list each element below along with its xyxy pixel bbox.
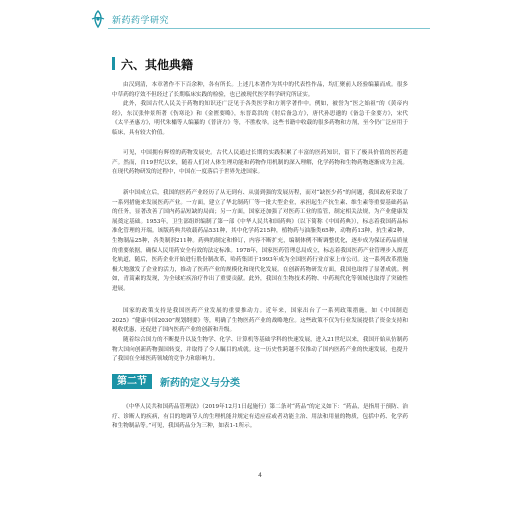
chapter-heading: [112, 373, 408, 389]
book-logo-icon: [88, 9, 108, 29]
paragraph-1: 由汉到清，本章著作不下百余种，各有所长。上述几本著作为其中的代表性作品，均汇聚前人经验编纂而成。很多中草药的疗效不但经过了长期临床实践的检验，也已被现代医学科学研究所证实。: [112, 82, 408, 98]
running-header: [0, 0, 520, 44]
header-rule: [108, 28, 430, 29]
book-title: 新药药学研究: [112, 16, 170, 26]
chapter-title: 新药的定义与分类: [160, 377, 240, 389]
chapter-label: 第二节: [112, 374, 152, 389]
section-marker: [112, 57, 115, 70]
paragraph-6: 随着综合国力的不断提升以及生物学、化学、计算机等基础学科的快速发展，进入21世纪以来，我国开始从仿制药物大国向创新药物强国转变，并取得了令人瞩目的成就。这一历史性跨越不仅推动了国内医药产业的快速发展，也提升了我国在全球医药领域的竞争力和影响力。: [112, 337, 408, 363]
page-number: 4: [258, 472, 262, 479]
section-title: 六、其他典籍: [121, 58, 194, 72]
section-heading: [112, 55, 412, 73]
paragraph-3: 可见，中国拥有辉煌的药物发展史。古代人民通过长期的实践积累了丰富的医药知识，留下了极具价值的医药遗产。然而，自19世纪以来，随着人们对人体生理功能和药物作用机制的深入理解，化学药物和生物药物逐渐成为主流。在现代药物研发的过程中，中国在一度落后于世界先进国家。: [112, 150, 408, 176]
paragraph-2: 此外，我国古代人民关于药物的知识还广泛见于各类医学和方剂学著作中。例如，被誉为“医之始祖”的《黄帝内经》，东汉张仲景所著《伤寒论》和《金匮要略》，东晋葛洪的《肘后备急方》，唐代孙思邈的《备急千金要方》，宋代《太平圣惠方》，明代朱橚等人编纂的《普济方》等，不胜枚举。这些书籍中收载的很多药物和方剂，至今仍广泛应用于临床，具有较大价值。: [112, 101, 408, 136]
paragraph-5: 国家的政策支持是我国医药产业发展的重要推动力。近年来，国家出台了一系列政策措施，如《中国制造2025》“健康中国2030”规划纲要》等，明确了生物医药产业的战略地位。这些政策不仅为行业发展提供了资金支持和税收优惠，还促进了国内医药产业的创新和升级。: [112, 308, 408, 334]
chapter-paragraph: 《中华人民共和国药品管理法》（2019年12月1日起施行）第二条对“药品”的定义如下：“药品，是指用于预防、治疗、诊断人的疾病，有目的地调节人的生理机能并规定有适应症或者功能主治、用法和用量的物质，包括中药、化学药和生物制品等。”可见，我国药品分为三种，如表1-1所示。: [112, 404, 408, 430]
paragraph-4: 新中国成立后，我国的医药产业经历了从无到有、从弱到强的发展历程，而对“缺医少药”的问题，我国政府采取了一系列措施来发展医药产业。一方面，建立了华北制药厂等一批大型企业，承担起生产抗生素、维生素等重要基础药品的任务，显著改善了国内药品短缺的局面；另一方面，国家还加强了对医药工业的监管，制定相关法规，为产业健康发展奠定基础。1953年，卫生部组织编制了第一部《中华人民共和国药典》（以下简称《中国药典》），标志着我国药品标准化管理的开端。该版药典共收载药品531种，其中化学药215种，植物药与油脂类65种，动物药13种，抗生素2种，生物制品25种，各类制剂211种。药典的制定和修订，内容不断扩充，编制体例不断调整优化，逐步成为保证药品质量的重要依据，确保人民用药安全有效的法定标准。1978年，国家医药管理总局成立，标志着我国医药产业管理步入规范化轨道，随后，医药企业开始进行股份制改革，哈药集团于1993年成为全国医药行业首家上市公司。这一系列改革措施极大地激发了企业的活力，推动了医药产业的规模化和现代化发展。在创新药物研发方面，我国也取得了显著成就。例如，青蒿素的发现，为全球疟疾治疗作出了重要贡献。此外，我国在生物技术药物、中药现代化等领域也取得了突破性进展。: [112, 190, 408, 292]
